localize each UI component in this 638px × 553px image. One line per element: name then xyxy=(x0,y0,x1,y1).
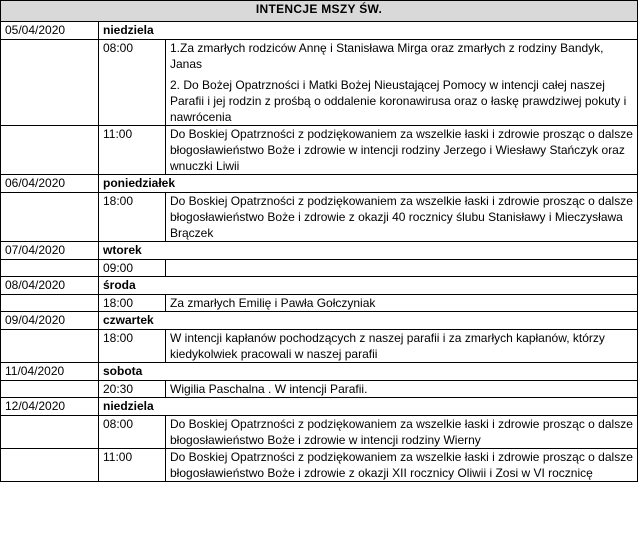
intention-text: Do Boskiej Opatrzności z podziękowaniem za wszelkie łaski i zdrowie prosząc o dalsze błogosławieństwo Boże i zdrowie w intencji rodziny Wierny xyxy=(170,417,633,447)
intention-text: Za zmarłych Emilię i Pawła Gołczyniak xyxy=(170,296,376,310)
empty-cell xyxy=(1,295,99,312)
empty-cell xyxy=(1,40,99,126)
empty-cell xyxy=(1,126,99,175)
empty-cell xyxy=(1,381,99,398)
day-row xyxy=(1,175,638,193)
mass-row xyxy=(1,260,638,277)
empty-cell xyxy=(1,260,99,277)
day-weekday: niedziela xyxy=(99,22,638,40)
mass-intention-cell xyxy=(166,193,638,242)
empty-cell xyxy=(1,449,99,482)
day-row xyxy=(1,398,638,416)
day-row xyxy=(1,363,638,381)
sheet-title: INTENCJE MSZY ŚW. xyxy=(1,1,638,22)
intention-text: W intencji kapłanów pochodzących z naszej parafii i za zmarłych kapłanów, którzy kiedykolwiek pracowali w naszej parafii xyxy=(170,331,605,361)
mass-intention-cell xyxy=(166,416,638,449)
empty-cell xyxy=(1,193,99,242)
mass-time: 09:00 xyxy=(99,260,166,277)
mass-row xyxy=(1,330,638,363)
empty-cell xyxy=(1,416,99,449)
mass-time: 08:00 xyxy=(99,416,166,449)
day-weekday: środa xyxy=(99,277,638,295)
mass-time: 20:30 xyxy=(99,381,166,398)
intention-text: Do Boskiej Opatrzności z podziękowaniem za wszelkie łaski i zdrowie prosząc o dalsze błogosławieństwo Boże i zdrowie z okazji 40 rocznicy ślubu Stanisławy i Mieczysława Brączek xyxy=(170,194,633,240)
mass-intention-cell xyxy=(166,330,638,363)
day-date: 12/04/2020 xyxy=(1,398,99,416)
day-row xyxy=(1,242,638,260)
day-date: 09/04/2020 xyxy=(1,312,99,330)
day-row xyxy=(1,277,638,295)
day-date: 08/04/2020 xyxy=(1,277,99,295)
day-weekday: niedziela xyxy=(99,398,638,416)
day-date: 05/04/2020 xyxy=(1,22,99,40)
mass-time: 11:00 xyxy=(99,126,166,175)
mass-intention-cell xyxy=(166,381,638,398)
day-weekday: wtorek xyxy=(99,242,638,260)
mass-row xyxy=(1,193,638,242)
intention-text: Do Boskiej Opatrzności z podziękowaniem za wszelkie łaski i zdrowie prosząc o dalsze błogosławieństwo Boże i zdrowie z okazji XII rocznicy Oliwii i Zosi w VI rocznicę xyxy=(170,450,633,480)
intention-text: 1.Za zmarłych rodziców Annę i Stanisława Mirga oraz zmarłych z rodziny Bandyk, Janas xyxy=(170,41,604,71)
intention-text: Do Boskiej Opatrzności z podziękowaniem za wszelkie łaski i zdrowie prosząc o dalsze błogosławieństwo Boże i zdrowie w intencji rodziny Jerzego i Wiesławy Stańczyk oraz wnuczki Liwii xyxy=(170,127,633,173)
day-row xyxy=(1,22,638,40)
mass-row xyxy=(1,449,638,482)
day-date: 06/04/2020 xyxy=(1,175,99,193)
mass-row xyxy=(1,295,638,312)
mass-row xyxy=(1,416,638,449)
mass-row xyxy=(1,40,638,126)
mass-time: 18:00 xyxy=(99,193,166,242)
intentions-table-body xyxy=(1,1,638,482)
empty-cell xyxy=(1,330,99,363)
mass-intention-cell xyxy=(166,449,638,482)
day-weekday: sobota xyxy=(99,363,638,381)
title-row xyxy=(1,1,638,22)
mass-time: 18:00 xyxy=(99,295,166,312)
intention-text: Wigilia Paschalna . W intencji Parafii. xyxy=(170,382,368,396)
day-weekday: czwartek xyxy=(99,312,638,330)
mass-time: 18:00 xyxy=(99,330,166,363)
mass-intention-cell xyxy=(166,126,638,175)
mass-intention-cell xyxy=(166,260,638,277)
mass-intention-cell xyxy=(166,40,638,126)
mass-intention-cell xyxy=(166,295,638,312)
mass-row xyxy=(1,381,638,398)
day-row xyxy=(1,312,638,330)
day-date: 11/04/2020 xyxy=(1,363,99,381)
mass-time: 08:00 xyxy=(99,40,166,126)
mass-row xyxy=(1,126,638,175)
mass-time: 11:00 xyxy=(99,449,166,482)
day-weekday: poniedziałek xyxy=(99,175,638,193)
day-date: 07/04/2020 xyxy=(1,242,99,260)
intention-text: 2. Do Bożej Opatrzności i Matki Bożej Nieustającej Pomocy w intencji całej naszej Parafii i jej rodzin z prośbą o oddalenie koronawirusa oraz o łaskę prawdziwej pokuty i nawrócenia xyxy=(170,78,627,124)
